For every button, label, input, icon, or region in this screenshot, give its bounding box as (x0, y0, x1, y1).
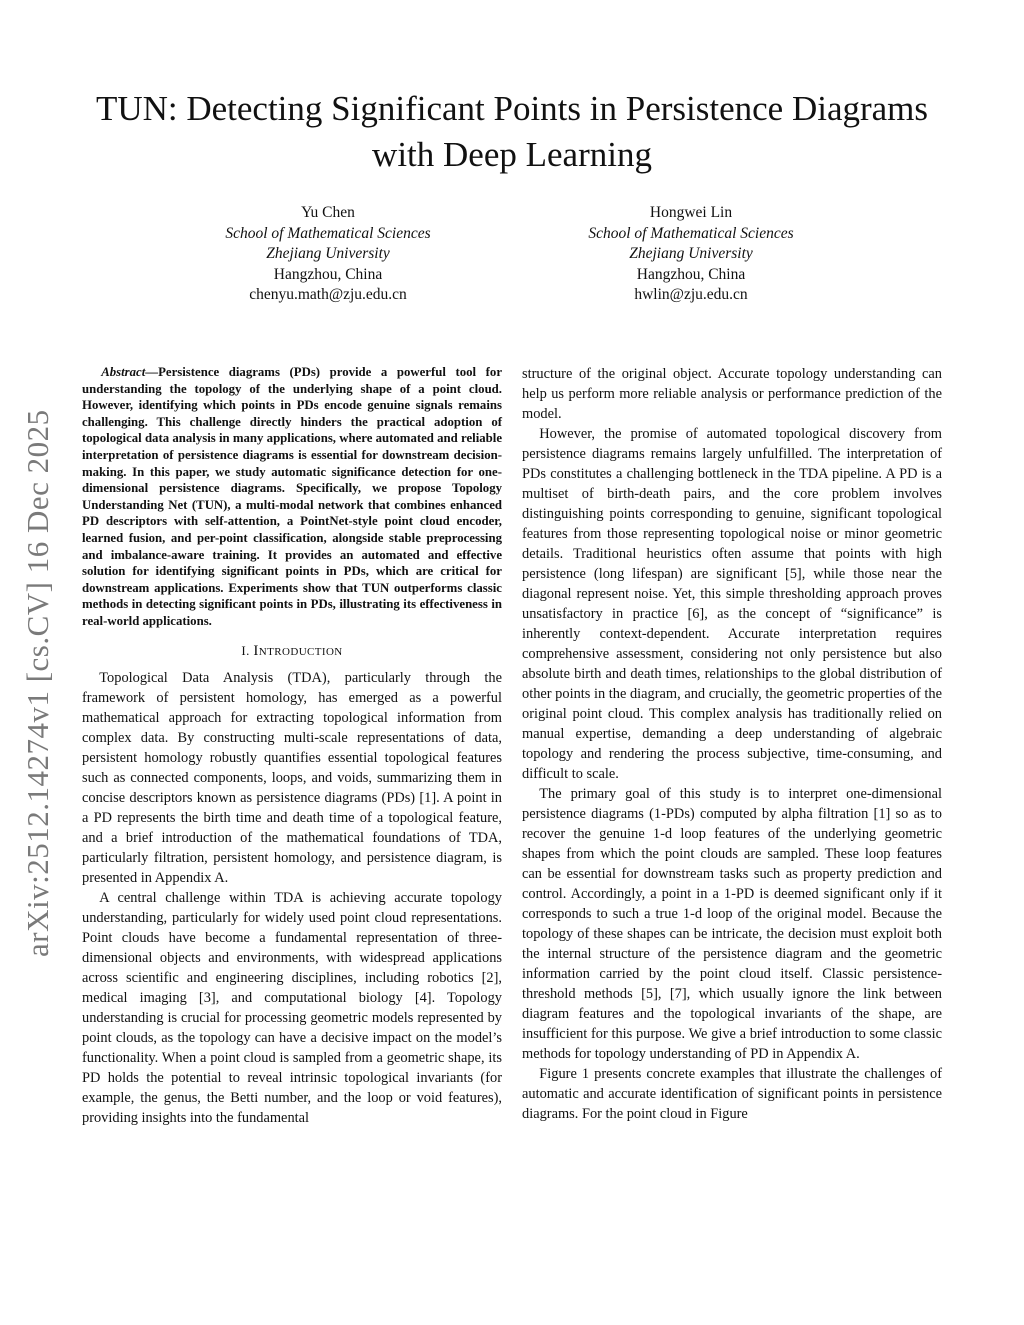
author-location: Hangzhou, China (273, 265, 383, 283)
author-department: School of Mathematical Sciences (225, 224, 431, 242)
author-location: Hangzhou, China (636, 265, 746, 283)
section-title: Introduction (253, 642, 343, 659)
arxiv-identifier: arXiv:2512.14274v1 [cs.CV] 16 Dec 2025 (20, 409, 55, 957)
section-number: I. (241, 642, 250, 658)
abstract-text: —Persistence diagrams (PDs) provide a powerful tool for understanding the topology of the underlying shape of a point cloud. However, identifying which points in PDs encode genuine signals remains challenging. This challenge directly hinders the practical adoption of topological data analysis in many applications, where automated and reliable interpretation of persistence diagrams is essential for downstream decision-making. In this paper, we study automatic significance detection for one-dimensional persistence diagrams. Specifically, we propose Topology Understanding Net (TUN), a multi-modal network that combines enhanced PD descriptors with self-attention, a PointNet-style point cloud encoder, learned fusion, and per-point classification, alongside stable preprocessing and imbalance-aware training. It provides an automated and effective solution for identifying significant points in PDs, which are critical for downstream applications. Experiments show that TUN outperforms classic methods in detecting significant points in PDs, illustrating its effectiveness in real-world applications. (82, 365, 502, 628)
paragraph: A central challenge within TDA is achieving accurate topology understanding, particularly for widely used point cloud representations. Point clouds have become a fundamental representation of three-dimensional objects and environments, with widespread applications across scientific and engineering disciplines, including robotics [2], medical imaging [3], and computational biology [4]. Topology understanding is crucial for processing geometric models represented by point clouds, as the topology can have a decisive impact on the model’s functionality. When a point cloud is sampled from a geometric shape, its PD holds the potential to reveal intrinsic topological invariants (for example, the genus, the Betti number, and the loop or void features), providing insights into the fundamental (82, 889, 502, 1126)
abstract-label: Abstract (101, 365, 146, 379)
paragraph: Topological Data Analysis (TDA), particularly through the framework of persistent homology, has emerged as a powerful mathematical approach for extracting topological information from complex data. By constructing multi-scale representations of data, persistent homology robustly quantifies essential topological features such as connected components, loops, and voids, summarizing them in concise descriptors known as persistence diagrams (PDs) [1]. A point in a PD represents the birth time and death time of a topological feature, and a brief introduction of the mathematical foundations of TDA, particularly filtration, persistent homology, and persistence diagram, is presented in Appendix A. (82, 669, 502, 886)
paragraph: However, the promise of automated topological discovery from persistence diagrams remains largely unfulfilled. The interpretation of PDs constitutes a challenging bottleneck in the TDA pipeline. A PD is a multiset of birth-death pairs, and the core problem involves distinguishing points corresponding to genuine, significant topological features from those representing topological noise or minor geometric details. Traditional heuristics often assume that points with high persistence (long lifespan) are significant [5], while those near the diagonal represent noise. Yet, this simple thresholding approach proves unsatisfactory in practice [6], as the concept of “significance” is inherently context-dependent. Accurate interpretation requires comprehensive assessment, considering not only persistence but also absolute birth and death times, relationships to the global distribution of other points in the diagram, and crucially, the geometric properties of the original point cloud. This complex analysis has traditionally relied on manual expertise, demanding a deep understanding of algebraic topology and rendering the process subjective, time-consuming, and difficult to scale. (522, 426, 942, 782)
author-university: Zhejiang University (629, 245, 753, 262)
left-column (82, 364, 502, 1128)
right-column (522, 364, 942, 1124)
section-heading (82, 642, 502, 660)
author-university: Zhejiang University (266, 245, 390, 262)
author-block-1 (178, 203, 478, 306)
author-email: chenyu.math@zju.edu.cn (249, 286, 407, 303)
author-department: School of Mathematical Sciences (588, 224, 794, 242)
paragraph: structure of the original object. Accurate topology understanding can help us perform more reliable analysis or performance prediction of the model. (522, 366, 942, 422)
paragraph: The primary goal of this study is to interpret one-dimensional persistence diagrams (1-PDs) computed by alpha filtration [1] so as to recover the genuine 1-d loop features of the underlying geometric shapes from which the point clouds are sampled. These loop features can be essential for downstream tasks such as property prediction and control. Accordingly, a point in a 1-PD is deemed significant only if it corresponds to such a true 1-d loop of the original model. Because the topology of these shapes can be intricate, the decision must exploit both the internal structure of the persistence diagram and the geometric information carried by the point cloud itself. Classic persistence-threshold methods [5], [7], which usually ignore the link between diagram features and the topological invariants of the shape, are insufficient for this purpose. We give a brief introduction to some classic methods for topology understanding of PD in Appendix A. (522, 786, 942, 1062)
author-email: hwlin@zju.edu.cn (634, 286, 748, 303)
paper-title: TUN: Detecting Significant Points in Persistence Diagrams with Deep Learning (95, 89, 929, 174)
abstract (82, 364, 502, 630)
author-name: Yu Chen (301, 204, 355, 221)
author-block-2 (541, 203, 841, 306)
author-name: Hongwei Lin (649, 204, 733, 221)
paragraph: Figure 1 presents concrete examples that illustrate the challenges of automatic and accurate identification of significant points in persistence diagrams. For the point cloud in Figure (522, 1066, 942, 1122)
